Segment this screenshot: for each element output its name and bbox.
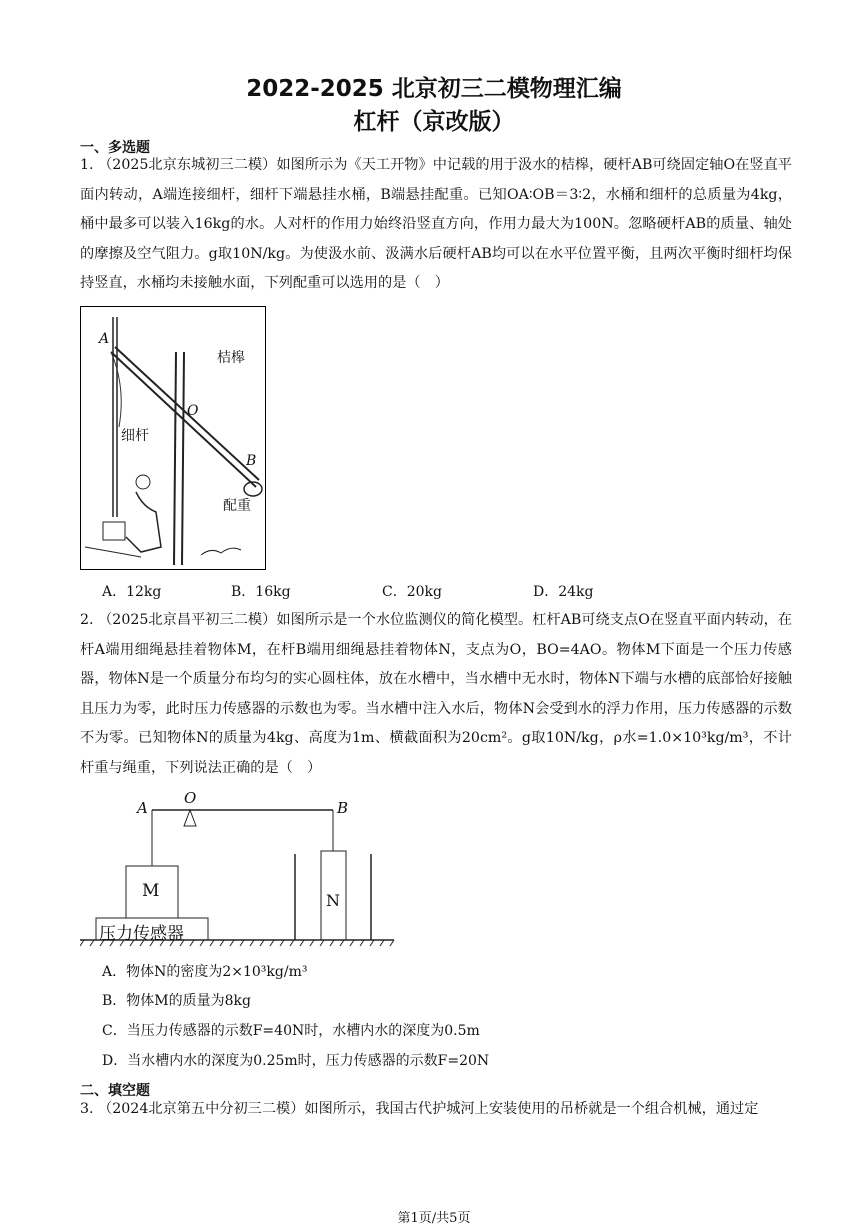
label-m: M [142,881,160,901]
page-subtitle: 杠杆（京改版） [353,109,515,135]
q1-option-b: B．16kg [231,584,291,600]
label-b: B [246,453,257,469]
question-3-text: 3. （2024北京第五中分初三二模）如图所示，我国古代护城河上安装使用的吊桥就是一个组合机械，通过定 [80,1101,759,1117]
label-xigan: 细杆 [121,428,149,444]
label-peizhong: 配重 [223,498,251,514]
q1-option-d: D．24kg [533,584,594,600]
label-n: N [326,891,340,910]
q1-option-c: C．20kg [382,584,442,600]
label-a: A [137,799,148,817]
label-jiegao: 桔槔 [217,350,245,366]
q2-option-b: B．物体M的质量为8kg [102,993,251,1009]
question-2-text: 2. （2025北京昌平初三二模）如图所示是一个水位监测仪的简化模型。杠杆AB可绕支点O在竖直平面内转动，在杆A端用细绳悬挂着物体M，在杆B端用细绳悬挂着物体N，支点为O，BO=4AO。物体M下面是一个压力传感器，物体N是一个质量分布均匀的实心圆柱体，放在水槽中，当水槽中无水时，物体N下端与水槽的底部恰好接触且压力为零，此时压力传感器的示数也为零。当水槽中注入水后，物体N会受到水的浮力作用，压力传感器的示数不为零。已知物体N的质量为4kg、高度为1m、横截面积为20cm²。g取10N/kg，ρ水=1.0×10³kg/m³，不计杆重与绳重，下列说法正确的是（ ） [80,612,792,776]
question-1-text: 1. （2025北京东城初三二模）如图所示为《天工开物》中记载的用于汲水的桔槔，硬杆AB可绕固定轴O在竖直平面内转动，A端连接细杆，细杆下端悬挂水桶，B端悬挂配重。已知OA∶OB＝3∶2，水桶和细杆的总质量为4kg，桶中最多可以装入16kg的水。人对杆的作用力始终沿竖直方向，作用力最大为100N。忽略硬杆AB的质量、轴处的摩擦及空气阻力。g取10N/kg。为使汲水前、汲满水后硬杆AB均可以在水平位置平衡，且两次平衡时细杆均保持竖直，水桶均未接触水面，下列配重可以选用的是（ ） [80,157,792,291]
section-heading-multiple-choice: 一、多选题 [80,140,150,156]
q2-option-d: D．当水槽内水的深度为0.25m时，压力传感器的示数F=20N [102,1053,490,1069]
page-title: 2022-2025 北京初三二模物理汇编 [246,76,622,102]
q2-option-a: A．物体N的密度为2×10³kg/m³ [102,964,308,980]
figure-jiegao [80,306,266,570]
label-o: O [184,789,197,807]
label-a: A [99,331,110,347]
q2-option-c: C．当压力传感器的示数F=40N时，水槽内水的深度为0.5m [102,1023,480,1039]
page-footer: 第1页/共5页 [397,1211,471,1226]
label-o: O [187,403,199,419]
label-b: B [337,799,349,817]
section-heading-fill-in: 二、填空题 [80,1083,150,1099]
figure-water-level-monitor [80,790,400,950]
q1-option-a: A．12kg [102,584,162,600]
label-pressure-sensor: 压力传感器 [99,924,184,944]
